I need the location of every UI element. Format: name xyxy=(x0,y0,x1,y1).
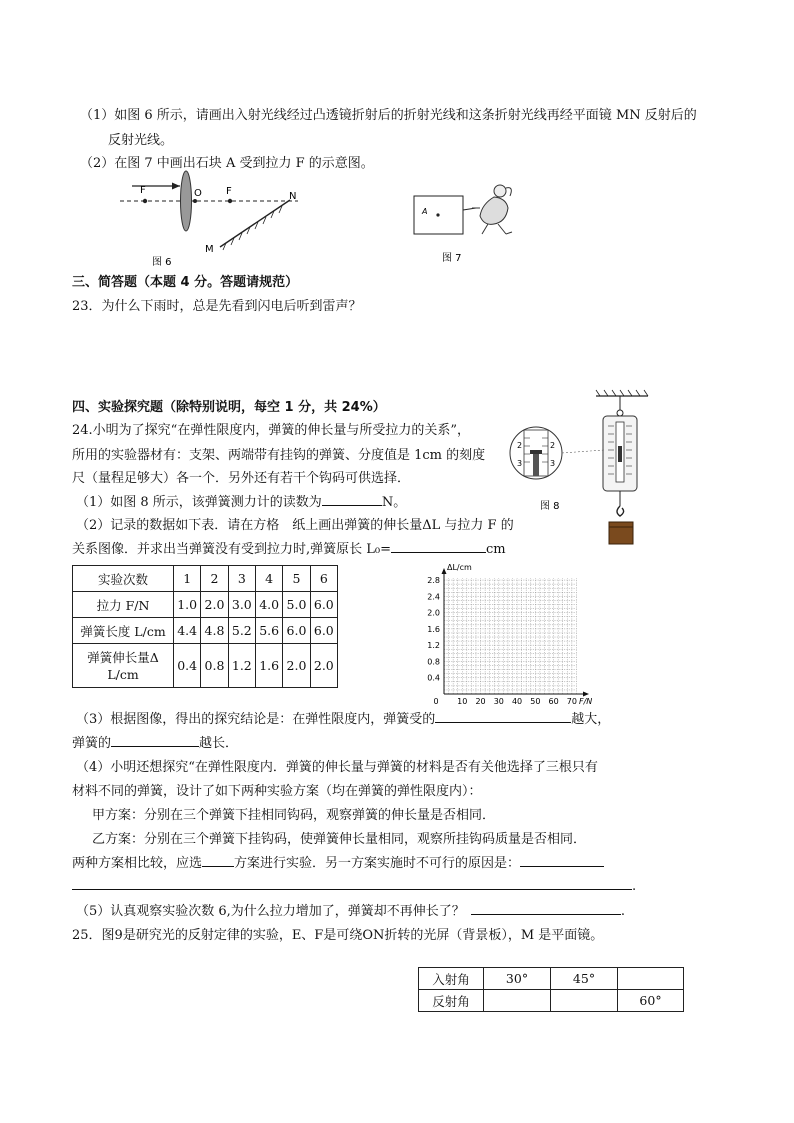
chart-axes xyxy=(442,568,590,697)
section4-heading: 四、实验探究题（除特别说明，每空 1 分，共 24%） xyxy=(72,400,386,415)
q24-part1-suffix: N。 xyxy=(381,495,407,510)
table-cell: 2.0 xyxy=(201,592,228,618)
figure-8 xyxy=(508,388,658,560)
y-tick-label: 0.4 xyxy=(427,673,440,683)
q24-part4-line2: 材料不同的弹簧，设计了如下两种实验方案（均在弹簧的弹性限度内）： xyxy=(72,784,482,799)
q22-part1-line2: 反射光线。 xyxy=(108,133,174,148)
table-cell: 60° xyxy=(618,990,684,1012)
q22-part2: （2）在图 7 中画出石块 A 受到拉力 F 的示意图。 xyxy=(80,156,374,171)
fig6-label-f-left: F xyxy=(140,185,146,196)
table-row xyxy=(73,618,338,644)
person-pulling-icon xyxy=(472,185,512,234)
table-cell xyxy=(551,990,618,1012)
q24-part1 xyxy=(76,491,406,510)
table-cell: 1.2 xyxy=(228,644,255,688)
q24-plan-a: 甲方案：分别在三个弹簧下挂相同钩码，观察弹簧的伸长量是否相同． xyxy=(92,808,496,823)
table-cell: 6.0 xyxy=(283,618,310,644)
q24-part2-suffix: cm xyxy=(486,542,506,557)
x-tick-label: 0 xyxy=(433,697,439,706)
angle-table xyxy=(418,967,684,1012)
table-cell: 45° xyxy=(551,968,618,990)
section3-heading: 三、简答题（本题 4 分。答题请规范） xyxy=(72,275,299,290)
table-cell: 1.0 xyxy=(174,592,201,618)
table-cell: 30° xyxy=(484,968,551,990)
table-cell: 3.0 xyxy=(228,592,255,618)
q24-part5-text: （5）认真观察实验次数 6,为什么拉力增加了，弹簧却不再伸长了？ xyxy=(76,904,465,919)
y-tick-label: 0.8 xyxy=(427,657,440,667)
table-cell: 拉力 F/N xyxy=(73,592,174,618)
table-cell: 弹簧长度 L/cm xyxy=(73,618,174,644)
table-cell: 4.8 xyxy=(201,618,228,644)
table-cell: 4.0 xyxy=(255,592,282,618)
q24-compare-prefix: 两种方案相比较，应选 xyxy=(72,856,203,871)
q24-part4-line1: （4）小明还想探究“在弹性限度内．弹簧的伸长量与弹簧的材料是否有关他选择了三根只有 xyxy=(76,760,598,775)
table-cell: 6.0 xyxy=(310,592,337,618)
x-tick-label: 40 xyxy=(511,697,523,706)
table-cell: 3 xyxy=(228,566,255,592)
q24-part1-prefix: （1）如图 8 所示，该弹簧测力计的读数为 xyxy=(76,495,322,510)
table-row xyxy=(73,644,338,688)
fig8-scale-num: 3 xyxy=(517,459,523,468)
fig6-label-o: O xyxy=(194,188,202,199)
fig7-caption: 图 7 xyxy=(442,253,462,264)
answer-blank-reading[interactable] xyxy=(322,492,382,506)
q24-intro-line3: 尺（量程足够大）各一个．另外还有若干个钩码可供选择． xyxy=(72,471,411,486)
table-cell: 2.0 xyxy=(283,644,310,688)
table-cell: 4 xyxy=(255,566,282,592)
table-cell: 4.4 xyxy=(174,618,201,644)
x-axis-arrow xyxy=(583,692,589,697)
answer-blank-reason[interactable] xyxy=(520,853,604,867)
x-tick-label: 10 xyxy=(457,697,468,706)
y-tick-label: 2.8 xyxy=(427,576,440,586)
table-row xyxy=(73,592,338,618)
q24-part2-line1: （2）记录的数据如下表．请在方格 纸上画出弹簧的伸长量ΔL 与拉力 F 的 xyxy=(76,518,514,533)
table-cell: 0.8 xyxy=(201,644,228,688)
q24-part3-line2 xyxy=(72,732,238,751)
table-cell: 5.6 xyxy=(255,618,282,644)
table-row xyxy=(73,566,338,592)
answer-blank-why[interactable] xyxy=(471,901,621,915)
q25-text: 25．图9是研究光的反射定律的实验，E、F是可绕ON折转的光屏（背景板），M 是平面镜。 xyxy=(72,928,604,943)
table-cell: 实验次数 xyxy=(73,566,174,592)
q24-part2-line2 xyxy=(72,538,506,557)
chart-ticks xyxy=(427,563,592,706)
fig8-scale-num: 2 xyxy=(517,441,523,450)
table-cell: 2.0 xyxy=(310,644,337,688)
q24-intro-line2: 所用的实验器材有：支架、两端带有挂钩的弹簧、分度值是 1cm 的刻度 xyxy=(72,448,486,463)
answer-blank-force[interactable] xyxy=(435,709,571,723)
table-cell: 反射角 xyxy=(419,990,484,1012)
table-cell xyxy=(618,968,684,990)
q24-compare xyxy=(72,852,604,871)
table-row xyxy=(419,990,684,1012)
table-cell: 弹簧伸长量Δ L/cm xyxy=(73,644,174,688)
table-cell: 5 xyxy=(283,566,310,592)
answer-blank-extension[interactable] xyxy=(111,733,199,747)
q23-text: 23．为什么下雨时，总是先看到闪电后听到雷声？ xyxy=(72,299,362,314)
q24-part3-line1 xyxy=(76,708,610,727)
q24-part3-line2-prefix: 弹簧的 xyxy=(72,736,112,751)
y-tick-label: 1.2 xyxy=(427,641,440,651)
y-tick-label: 1.6 xyxy=(427,624,440,634)
table-cell xyxy=(484,990,551,1012)
table-cell: 5.2 xyxy=(228,618,255,644)
table-cell: 6 xyxy=(310,566,337,592)
figure-6 xyxy=(110,170,320,270)
fig8-scale-num: 2 xyxy=(550,441,556,450)
x-tick-label: 50 xyxy=(530,697,541,706)
q24-compare-mid: 方案进行实验．另一方案实施时不可行的原因是： xyxy=(234,856,521,871)
table-row xyxy=(419,968,684,990)
q24-compare-line2: . xyxy=(72,876,636,894)
y-axis-arrow xyxy=(442,568,447,574)
table-cell: 5.0 xyxy=(283,592,310,618)
q24-part3-line2-suffix: 越长． xyxy=(199,736,239,751)
fig8-scale-num: 3 xyxy=(550,459,556,468)
x-tick-label: 30 xyxy=(493,697,504,706)
fig6-label-f-right: F xyxy=(226,186,232,197)
table-cell: 0.4 xyxy=(174,644,201,688)
y-axis-label: ΔL/cm xyxy=(447,563,472,572)
q22-part1-line1: （1）如图 6 所示，请画出入射光线经过凸透镜折射后的折射光线和这条折射光线再经平面镜 MN 反射后的 xyxy=(80,108,697,123)
table-cell: 1 xyxy=(174,566,201,592)
x-tick-label: 60 xyxy=(548,697,559,706)
answer-blank-original-length[interactable] xyxy=(391,539,486,553)
y-tick-label: 2.4 xyxy=(427,592,440,602)
grid-chart xyxy=(408,560,598,710)
answer-blank-plan[interactable] xyxy=(202,853,234,867)
figure-7 xyxy=(410,178,540,266)
x-tick-label: 20 xyxy=(475,697,486,706)
q24-part3-prefix: （3）根据图像，得出的探究结论是：在弹性限度内，弹簧受的 xyxy=(76,712,436,727)
answer-blank-reason-line2[interactable] xyxy=(72,876,632,890)
fig7-label-a: A xyxy=(422,207,428,216)
q24-intro-line1: 24.小明为了探究“在弹性限度内，弹簧的伸长量与所受拉力的关系”， xyxy=(72,423,470,438)
table-cell: 6.0 xyxy=(310,618,337,644)
chart-grid xyxy=(444,578,576,694)
y-tick-label: 2.0 xyxy=(427,608,440,618)
x-axis-label: F/N xyxy=(579,697,593,706)
fig6-label-m: M xyxy=(205,244,214,255)
q24-part3-mid: 越大， xyxy=(571,712,611,727)
q24-plan-b: 乙方案：分别在三个弹簧下挂钩码，使弹簧伸长量相同，观察所挂钩码质量是否相同． xyxy=(92,832,587,847)
table-cell: 1.6 xyxy=(255,644,282,688)
fig6-label-n: N xyxy=(289,191,297,202)
table-cell: 入射角 xyxy=(419,968,484,990)
x-tick-label: 70 xyxy=(566,697,577,706)
table-cell: 2 xyxy=(201,566,228,592)
q24-part2-prefix: 关系图像．并求出当弹簧没有受到拉力时,弹簧原长 L₀= xyxy=(72,542,392,557)
q24-part5: （5）认真观察实验次数 6,为什么拉力增加了，弹簧却不再伸长了？ . xyxy=(76,900,625,919)
fig8-caption: 图 8 xyxy=(540,501,560,512)
data-table xyxy=(72,565,338,688)
fig6-caption: 图 6 xyxy=(152,257,172,268)
